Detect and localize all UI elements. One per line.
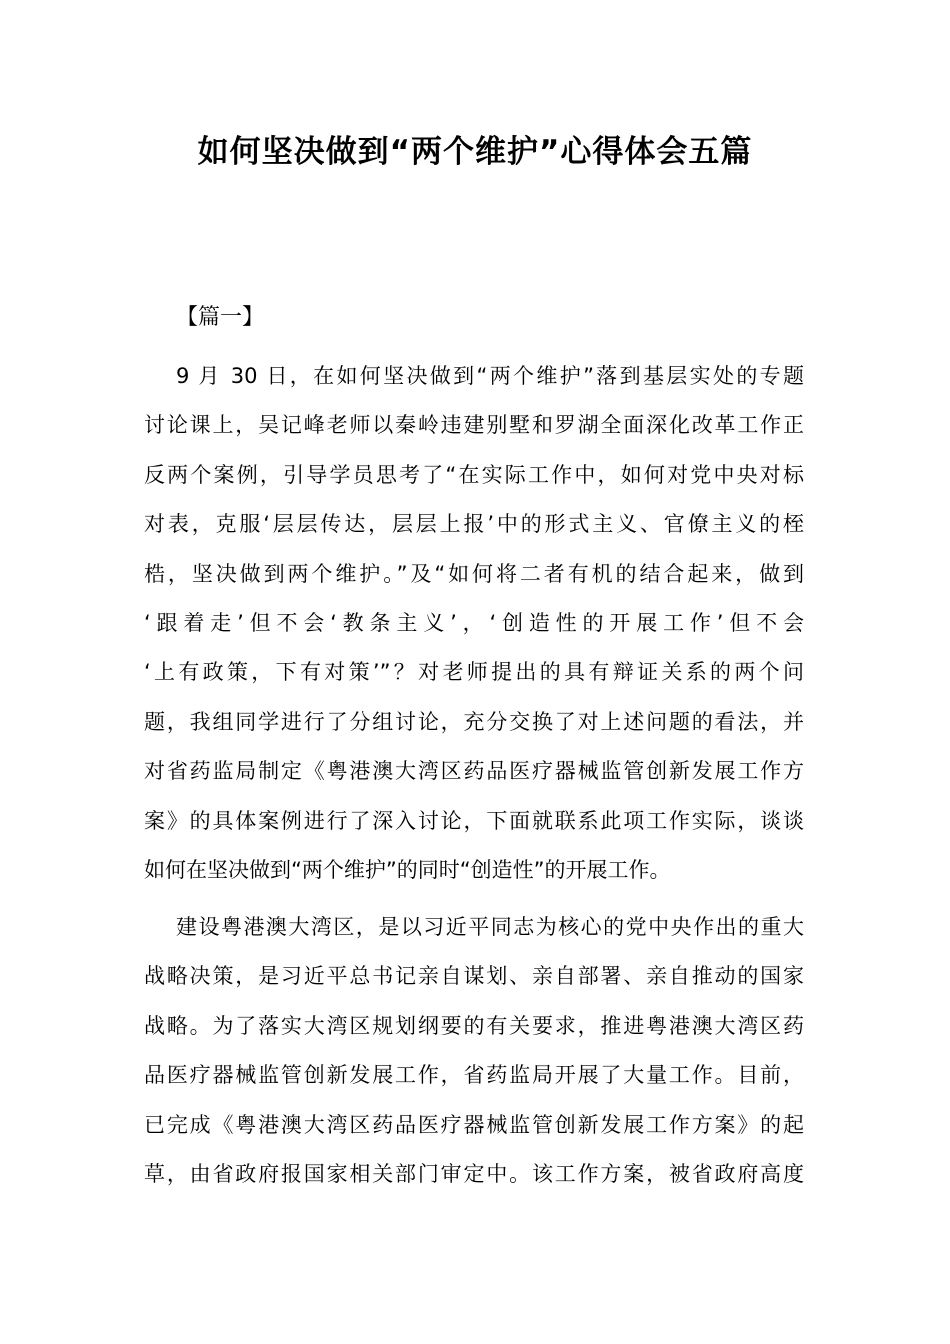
section-label: 【篇一】 — [176, 305, 265, 330]
paragraph-line: 草，由省政府报国家相关部门审定中。该工作方案，被省政府高度 — [144, 1161, 804, 1186]
paragraph-line: 对表，克服‘层层传达，层层上报’中的形式主义、官僚主义的桎 — [144, 512, 804, 537]
document-title: 如何坚决做到“两个维护”心得体会五篇 — [197, 134, 753, 170]
paragraph-line: 题，我组同学进行了分组讨论，充分交换了对上述问题的看法，并 — [144, 709, 804, 734]
paragraph-line: 品医疗器械监管创新发展工作，省药监局开展了大量工作。目前， — [144, 1063, 804, 1088]
paragraph-line: 如何在坚决做到“两个维护”的同时“创造性”的开展工作。 — [144, 857, 671, 882]
paragraph-line: 战略。为了落实大湾区规划纲要的有关要求，推进粤港澳大湾区药 — [144, 1013, 804, 1038]
paragraph-line: 对省药监局制定《粤港澳大湾区药品医疗器械监管创新发展工作方 — [144, 759, 804, 784]
paragraph-line: ‘上有政策，下有对策’”？对老师提出的具有辩证关系的两个问 — [144, 660, 804, 685]
paragraph-line: 梏，坚决做到两个维护。”及“如何将二者有机的结合起来，做到 — [144, 561, 804, 586]
paragraph-line: 案》的具体案例进行了深入讨论，下面就联系此项工作实际，谈谈 — [144, 808, 804, 833]
paragraph-line: 讨论课上，吴记峰老师以秦岭违建别墅和罗湖全面深化改革工作正 — [144, 413, 804, 438]
paragraph-line: 9 月 30 日，在如何坚决做到“两个维护”落到基层实处的专题 — [176, 364, 804, 388]
paragraph-line: 战略决策，是习近平总书记亲自谋划、亲自部署、亲自推动的国家 — [144, 964, 804, 989]
paragraph-2 — [144, 903, 804, 1199]
paragraph-line: ‘跟着走’但不会‘教条主义’，‘创造性的开展工作’但不会 — [144, 610, 804, 635]
paragraph-line: 已完成《粤港澳大湾区药品医疗器械监管创新发展工作方案》的起 — [144, 1112, 804, 1137]
paragraph-line: 反两个案例，引导学员思考了“在实际工作中，如何对党中央对标 — [144, 462, 804, 487]
paragraph-line: 建设粤港澳大湾区，是以习近平同志为核心的党中央作出的重大 — [176, 915, 804, 939]
paragraph-1 — [144, 352, 804, 895]
